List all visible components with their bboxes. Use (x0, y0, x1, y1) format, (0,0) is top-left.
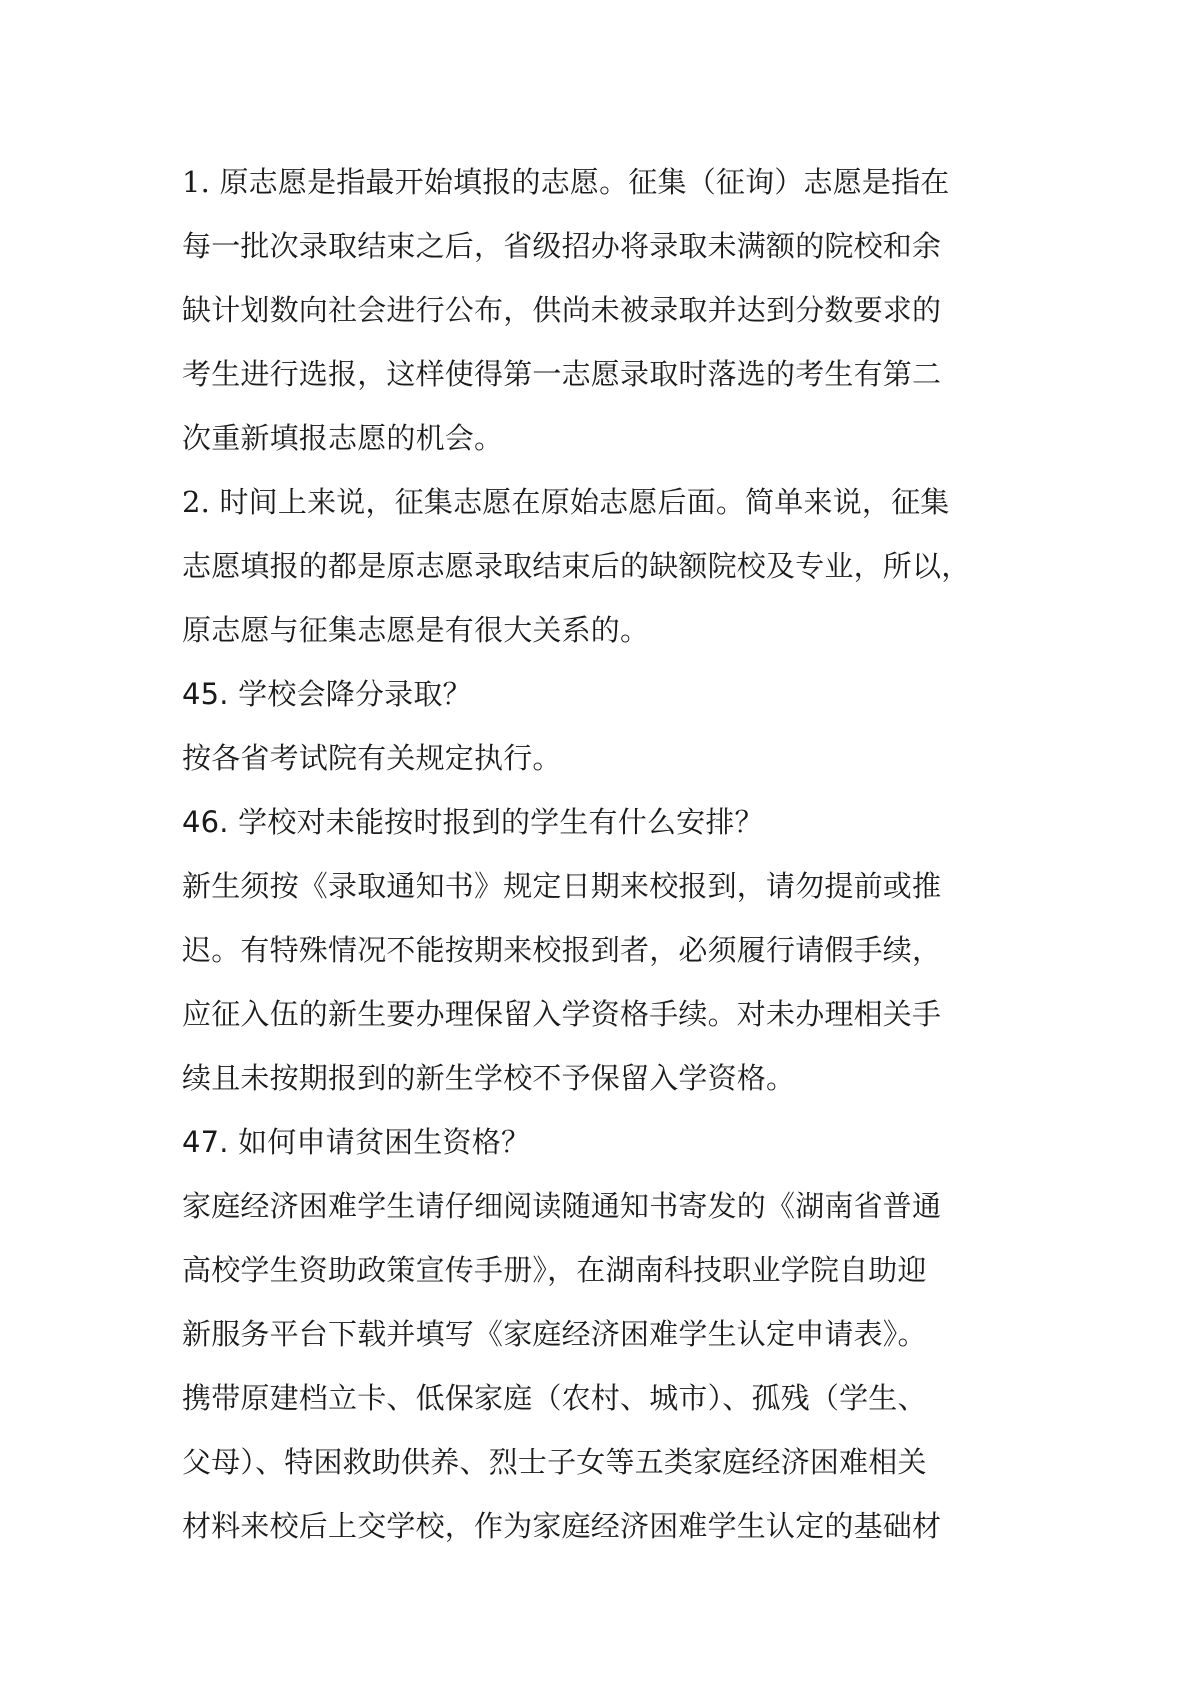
answer-text-line: 家庭经济困难学生请仔细阅读随通知书寄发的《湖南省普通 (182, 1189, 942, 1223)
answer-text-line: 应征入伍的新生要办理保留入学资格手续。对未办理相关手 (182, 997, 942, 1031)
answer-text-line: 每一批次录取结束之后，省级招办将录取未满额的院校和余 (182, 229, 942, 263)
answer-text-line: 考生进行选报，这样使得第一志愿录取时落选的考生有第二 (182, 357, 942, 391)
answer-text-line: 按各省考试院有关规定执行。 (182, 741, 562, 775)
document-body (182, 150, 1022, 1558)
answer-text-line: 缺计划数向社会进行公布，供尚未被录取并达到分数要求的 (182, 293, 942, 327)
answer-text-line: 新生须按《录取通知书》规定日期来校报到，请勿提前或推 (182, 869, 942, 903)
answer-text-line: 原志愿与征集志愿是有很大关系的。 (182, 613, 650, 647)
answer-text-line: 1. 原志愿是指最开始填报的志愿。征集（征询）志愿是指在 (182, 165, 950, 199)
answer-text-line: 新服务平台下载并填写《家庭经济困难学生认定申请表》。 (182, 1317, 927, 1351)
answer-text-line: 材料来校后上交学校，作为家庭经济困难学生认定的基础材 (182, 1509, 942, 1543)
answer-text-line: 高校学生资助政策宣传手册》，在湖南科技职业学院自助迎 (182, 1253, 927, 1287)
question-heading-46: 46. 学校对未能按时报到的学生有什么安排？ (182, 805, 764, 839)
answer-text-line: 携带原建档立卡、低保家庭（农村、城市）、孤残（学生、 (182, 1381, 927, 1415)
answer-text-line: 迟。有特殊情况不能按期来校报到者，必须履行请假手续， (182, 933, 942, 967)
answer-text-line: 续且未按期报到的新生学校不予保留入学资格。 (182, 1061, 796, 1095)
question-heading-47: 47. 如何申请贫困生资格？ (182, 1125, 531, 1159)
answer-text-line: 父母）、特困救助供养、烈士子女等五类家庭经济困难相关 (182, 1445, 927, 1479)
answer-text-line: 志愿填报的都是原志愿录取结束后的缺额院校及专业，所以， (182, 549, 971, 583)
answer-text-line: 次重新填报志愿的机会。 (182, 421, 504, 455)
question-heading-45: 45. 学校会降分录取？ (182, 677, 472, 711)
answer-text-line: 2. 时间上来说，征集志愿在原始志愿后面。简单来说，征集 (182, 485, 950, 519)
